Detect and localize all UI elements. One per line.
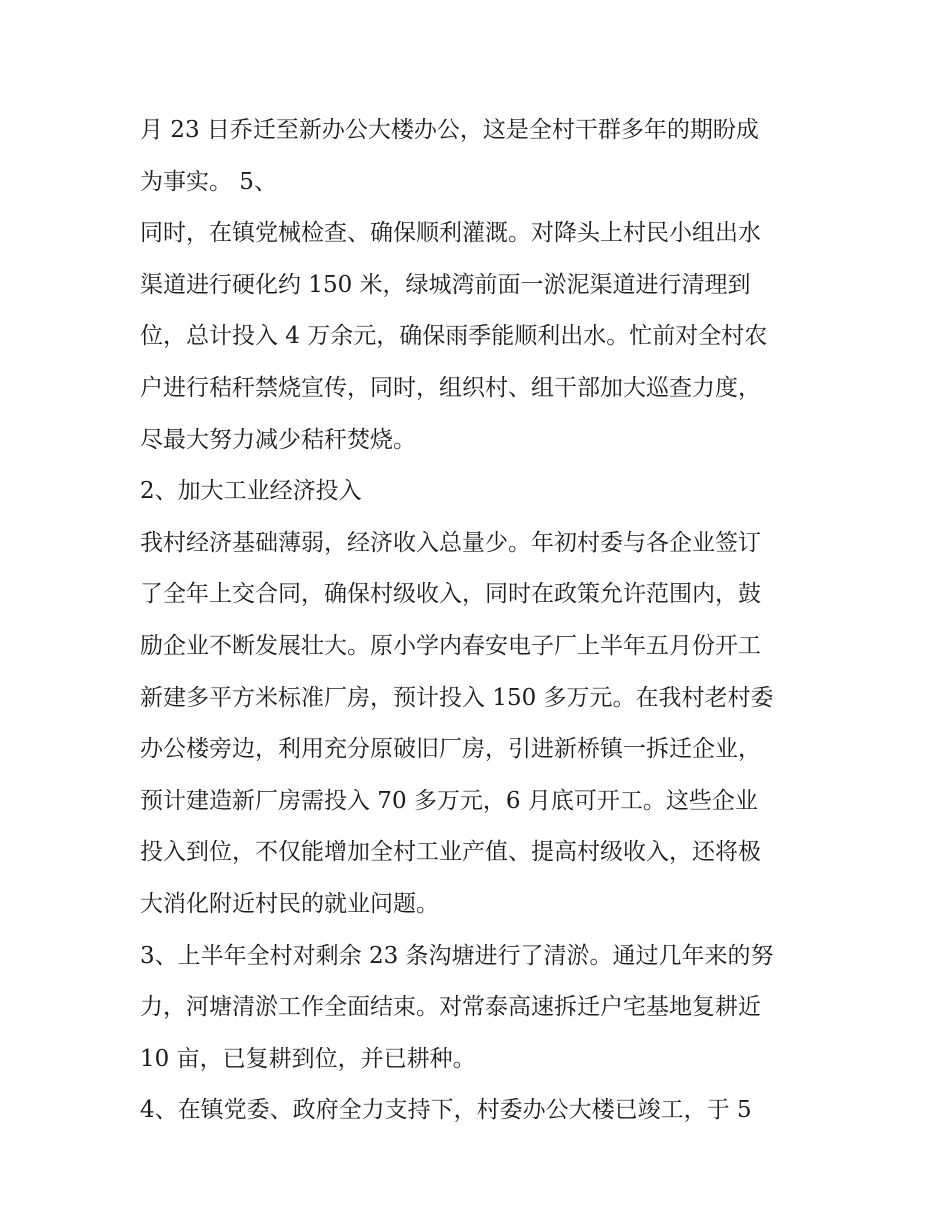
text-line: 为事实。 5、 [140, 168, 277, 195]
text-line: 预计建造新厂房需投入 70 多万元，6 月底可开工。这些企业 [140, 787, 758, 814]
text-line: 3、上半年全村对剩余 23 条沟塘进行了清淤。通过几年来的努 [140, 942, 774, 969]
text-line: 我村经济基础薄弱，经济收入总量少。年初村委与各企业签订 [140, 529, 761, 556]
text-line: 10 亩，已复耕到位，并已耕种。 [140, 1045, 476, 1072]
text-line: 办公楼旁边，利用充分原破旧厂房，引进新桥镇一拆迁企业， [140, 736, 761, 763]
document-page [140, 105, 820, 1137]
text-line: 4、在镇党委、政府全力支持下，村委办公大楼已竣工，于 5 [140, 1097, 752, 1124]
text-line: 力，河塘清淤工作全面结束。对常泰高速拆迁户宅基地复耕近 [140, 994, 761, 1021]
text-line: 了全年上交合同，确保村级收入，同时在政策允许范围内，鼓 [140, 581, 761, 608]
text-line: 位，总计投入 4 万余元，确保雨季能顺利出水。忙前对全村农 [140, 323, 768, 350]
section-heading: 2、加大工业经济投入 [140, 478, 362, 505]
text-line: 渠道进行硬化约 150 米，绿城湾前面一淤泥渠道进行清理到 [140, 271, 751, 298]
text-line: 尽最大努力减少秸秆焚烧。 [140, 426, 416, 453]
text-line: 大消化附近村民的就业问题。 [140, 890, 439, 917]
text-line: 同时，在镇党械检查、确保顺利灌溉。对降头上村民小组出水 [140, 220, 761, 247]
text-line: 户进行秸秆禁烧宣传，同时，组织村、组干部加大巡查力度， [140, 374, 761, 401]
text-line: 月 23 日乔迁至新办公大楼办公，这是全村干群多年的期盼成 [140, 117, 759, 143]
text-line: 励企业不断发展壮大。原小学内春安电子厂上半年五月份开工 [140, 632, 761, 659]
text-line: 投入到位，不仅能增加全村工业产值、提高村级收入，还将极 [140, 839, 761, 866]
text-line: 新建多平方米标准厂房，预计投入 150 多万元。在我村老村委 [140, 684, 774, 711]
